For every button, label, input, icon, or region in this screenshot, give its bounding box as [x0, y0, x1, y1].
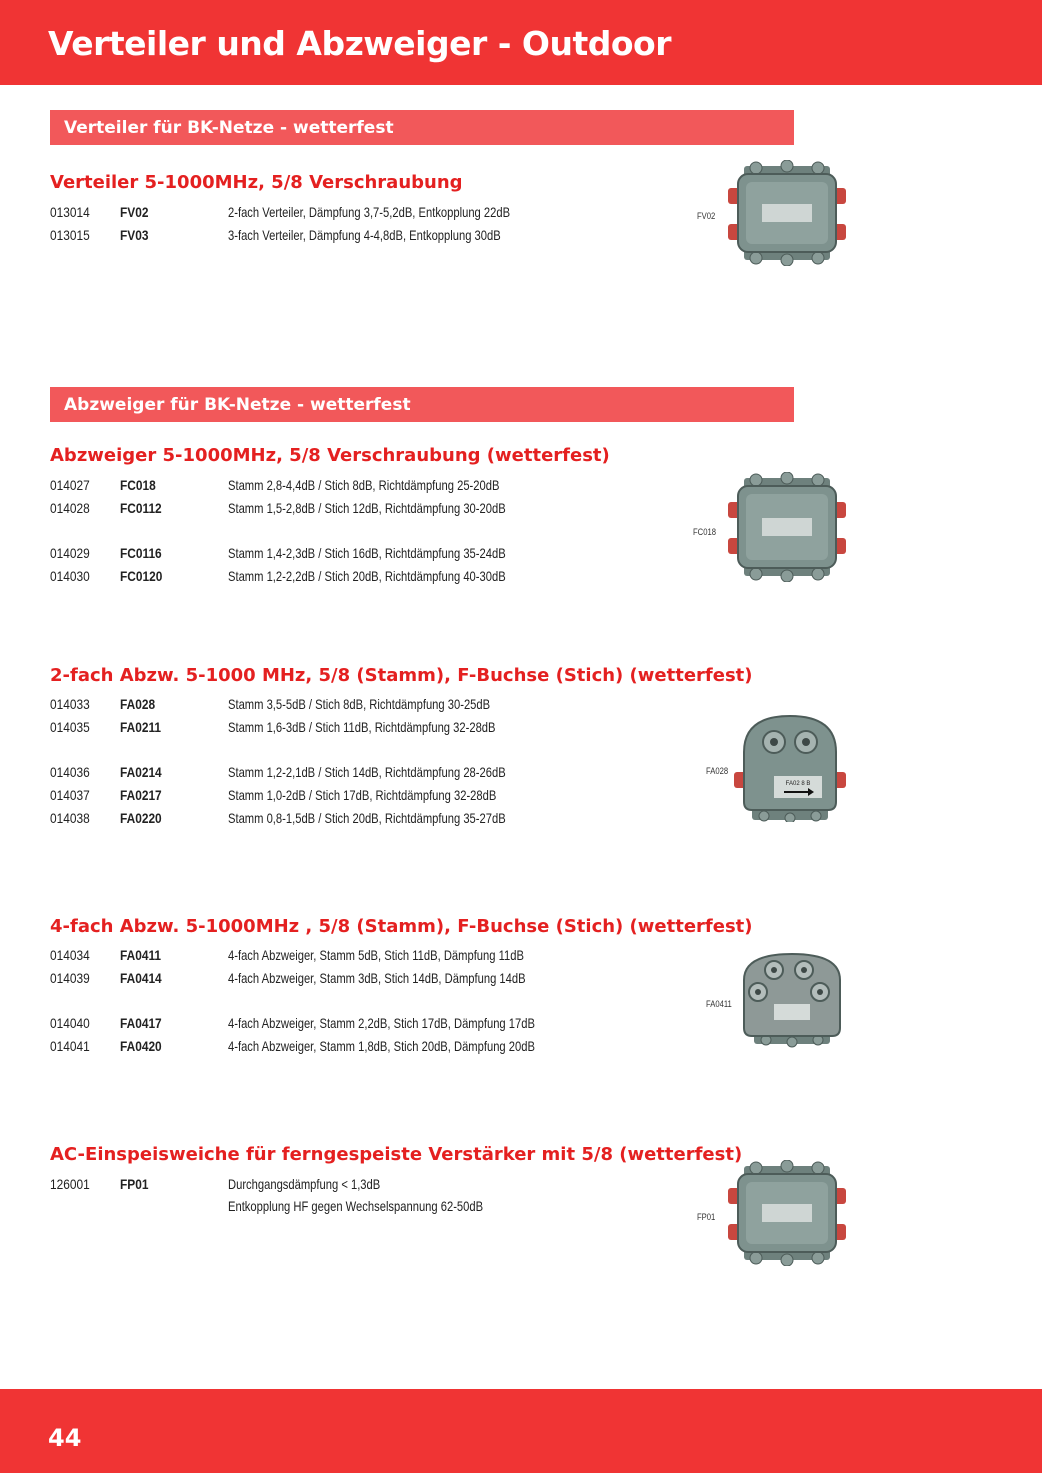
image-plate-text: FA02 8 B — [785, 781, 811, 787]
article-number: 126001 — [50, 1176, 90, 1192]
power-inserter-housing-image — [722, 1160, 852, 1266]
product-description: Stamm 1,4-2,3dB / Stich 16dB, Richtdämpfung 35-24dB — [228, 545, 506, 561]
product-code: FC0112 — [120, 500, 162, 516]
article-number: 014030 — [50, 568, 90, 584]
product-code: FC018 — [120, 477, 156, 493]
article-number: 014038 — [50, 810, 90, 826]
article-number: 014034 — [50, 947, 90, 963]
page-number: 44 — [48, 1424, 82, 1452]
section-bar-abzweiger — [50, 387, 794, 422]
article-number: 014039 — [50, 970, 90, 986]
product-code: FA0420 — [120, 1038, 162, 1054]
product-description: 4-fach Abzweiger, Stamm 2,2dB, Stich 17dB, Dämpfung 17dB — [228, 1015, 535, 1031]
product-description: Stamm 3,5-5dB / Stich 8dB, Richtdämpfung 30-25dB — [228, 696, 491, 712]
product-code: FA0214 — [120, 764, 162, 780]
product-code: FA0417 — [120, 1015, 162, 1031]
product-code: FC0116 — [120, 545, 162, 561]
article-number: 013015 — [50, 227, 90, 243]
product-image-label: FP01 — [697, 1212, 716, 1222]
four-way-tap-housing-image — [734, 950, 850, 1050]
product-image-label: FA028 — [706, 766, 729, 776]
page-header — [0, 0, 1042, 85]
product-description: 2-fach Verteiler, Dämpfung 3,7-5,2dB, Entkopplung 22dB — [228, 204, 511, 220]
article-number: 014028 — [50, 500, 90, 516]
group-title-abzweiger: Abzweiger 5-1000MHz, 5/8 Verschraubung (wetterfest) — [50, 445, 610, 466]
product-description: 4-fach Abzweiger, Stamm 1,8dB, Stich 20dB, Dämpfung 20dB — [228, 1038, 535, 1054]
product-code: FA028 — [120, 696, 156, 712]
section-bar-label: Abzweiger für BK-Netze - wetterfest — [64, 395, 411, 415]
product-description: Durchgangsdämpfung < 1,3dB — [228, 1176, 381, 1192]
product-description: Stamm 2,8-4,4dB / Stich 8dB, Richtdämpfung 25-20dB — [228, 477, 500, 493]
tap-housing-image — [722, 472, 852, 582]
product-code: FA0217 — [120, 787, 162, 803]
article-number: 014027 — [50, 477, 90, 493]
product-code: FV03 — [120, 227, 149, 243]
product-image-label: FA0411 — [706, 999, 732, 1009]
product-description: Stamm 1,2-2,2dB / Stich 20dB, Richtdämpfung 40-30dB — [228, 568, 506, 584]
article-number: 014040 — [50, 1015, 90, 1031]
group-title-einspeisweiche: AC-Einspeisweiche für ferngespeiste Verstärker mit 5/8 (wetterfest) — [50, 1144, 743, 1165]
page-title: Verteiler und Abzweiger - Outdoor — [48, 24, 671, 63]
product-description: Stamm 1,0-2dB / Stich 17dB, Richtdämpfung 32-28dB — [228, 787, 497, 803]
section-bar-label: Verteiler für BK-Netze - wetterfest — [64, 118, 394, 138]
section-bar-verteiler — [50, 110, 794, 145]
product-description: Stamm 1,6-3dB / Stich 11dB, Richtdämpfung 32-28dB — [228, 719, 496, 735]
group-title-verteiler: Verteiler 5-1000MHz, 5/8 Verschraubung — [50, 172, 463, 193]
product-image-label: FV02 — [697, 211, 716, 221]
product-code: FP01 — [120, 1176, 149, 1192]
article-number: 013014 — [50, 204, 90, 220]
product-description: Stamm 0,8-1,5dB / Stich 20dB, Richtdämpfung 35-27dB — [228, 810, 506, 826]
product-code: FC0120 — [120, 568, 163, 584]
product-code: FA0411 — [120, 947, 162, 963]
product-image-label: FC018 — [693, 527, 716, 537]
product-description: Stamm 1,5-2,8dB / Stich 12dB, Richtdämpfung 30-20dB — [228, 500, 506, 516]
splitter-housing-image — [722, 160, 852, 266]
product-description: Stamm 1,2-2,1dB / Stich 14dB, Richtdämpfung 28-26dB — [228, 764, 506, 780]
product-description: 3-fach Verteiler, Dämpfung 4-4,8dB, Entkopplung 30dB — [228, 227, 501, 243]
product-description: 4-fach Abzweiger, Stamm 5dB, Stich 11dB, Dämpfung 11dB — [228, 947, 524, 963]
product-description: 4-fach Abzweiger, Stamm 3dB, Stich 14dB, Dämpfung 14dB — [228, 970, 526, 986]
product-code: FV02 — [120, 204, 149, 220]
article-number: 014029 — [50, 545, 90, 561]
article-number: 014041 — [50, 1038, 90, 1054]
product-code: FA0220 — [120, 810, 162, 826]
article-number: 014036 — [50, 764, 90, 780]
product-code: FA0211 — [120, 719, 162, 735]
group-title-4fach: 4-fach Abzw. 5-1000MHz , 5/8 (Stamm), F-Buchse (Stich) (wetterfest) — [50, 916, 753, 937]
product-code: FA0414 — [120, 970, 162, 986]
two-way-tap-housing-image — [734, 712, 846, 822]
product-description: Entkopplung HF gegen Wechselspannung 62-50dB — [228, 1198, 484, 1214]
article-number: 014035 — [50, 719, 90, 735]
page-footer — [0, 1389, 1042, 1473]
article-number: 014037 — [50, 787, 90, 803]
article-number: 014033 — [50, 696, 90, 712]
group-title-2fach: 2-fach Abzw. 5-1000 MHz, 5/8 (Stamm), F-Buchse (Stich) (wetterfest) — [50, 665, 753, 686]
